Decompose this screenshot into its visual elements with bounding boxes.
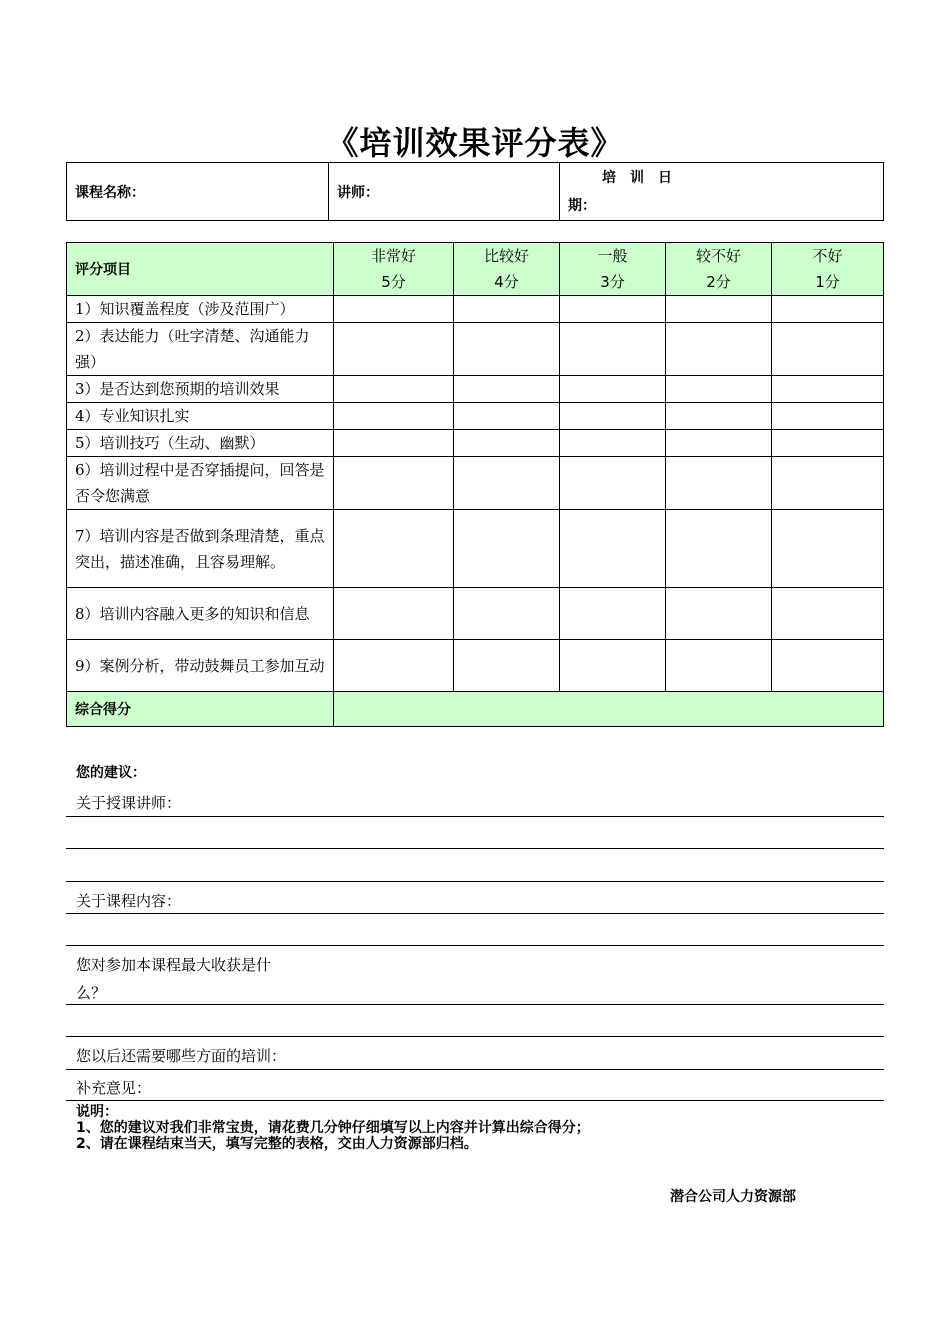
score-cell[interactable] [560,323,666,376]
score-cell[interactable] [560,430,666,457]
score-cell[interactable] [666,376,772,403]
item-label: 6）培训过程中是否穿插提问，回答是否令您满意 [67,457,334,510]
notes-line-1: 1、您的建议对我们非常宝贵，请花费几分钟仔细填写以上内容并计算出综合得分； [76,1120,590,1136]
score-cell[interactable] [666,640,772,692]
gain-feedback-line[interactable] [66,1036,884,1037]
total-row [67,692,884,727]
total-label: 综合得分 [67,692,334,727]
table-row [67,403,884,430]
score-cell[interactable] [454,640,560,692]
date-label-bottom: 期： [568,197,596,214]
score-cell[interactable] [666,588,772,640]
score-cell[interactable] [334,403,454,430]
score-cell[interactable] [334,430,454,457]
page-title: 《培训效果评分表》 [326,124,624,162]
score-cell[interactable] [560,457,666,510]
item-label: 2）表达能力（吐字清楚、沟通能力强） [67,323,334,376]
score-cell[interactable] [666,403,772,430]
content-feedback-label: 关于课程内容： [76,892,182,910]
date-cell[interactable] [560,163,884,221]
score-cell[interactable] [772,588,884,640]
course-name-label: 课程名称： [75,184,145,201]
score-cell[interactable] [560,640,666,692]
teacher-feedback-line[interactable] [66,816,884,817]
course-name-cell[interactable] [67,163,329,221]
score-cell[interactable] [560,376,666,403]
score-table [66,242,884,727]
header-item: 评分项目 [67,243,334,296]
table-row [67,457,884,510]
header-level-5: 不好 1分 [772,243,884,296]
item-label: 4）专业知识扎实 [67,403,334,430]
score-cell[interactable] [454,296,560,323]
table-row [67,323,884,376]
score-cell[interactable] [454,323,560,376]
header-level-3: 一般 3分 [560,243,666,296]
gain-label-2: 么？ [76,984,107,1002]
score-cell[interactable] [560,588,666,640]
table-row [67,376,884,403]
score-cell[interactable] [334,640,454,692]
teacher-label: 讲师： [337,184,379,201]
score-cell[interactable] [454,588,560,640]
score-cell[interactable] [560,510,666,588]
content-feedback-line[interactable] [66,913,884,914]
teacher-cell[interactable] [329,163,560,221]
total-score-cell[interactable] [334,692,884,727]
suggestions-title: 您的建议： [76,765,146,781]
extra-opinion-line[interactable] [66,1100,884,1101]
score-cell[interactable] [772,457,884,510]
header-level-4: 较不好 2分 [666,243,772,296]
score-cell[interactable] [334,376,454,403]
table-row [67,588,884,640]
score-cell[interactable] [334,457,454,510]
score-cell[interactable] [334,323,454,376]
score-cell[interactable] [560,296,666,323]
score-cell[interactable] [772,296,884,323]
item-label: 9）案例分析，带动鼓舞员工参加互动 [67,640,334,692]
score-cell[interactable] [454,457,560,510]
table-row [67,510,884,588]
future-training-label: 您以后还需要哪些方面的培训： [76,1047,287,1065]
score-cell[interactable] [454,376,560,403]
gain-feedback-line[interactable] [66,1004,884,1005]
notes-title: 说明： [76,1104,118,1120]
item-label: 1）知识覆盖程度（涉及范围广） [67,296,334,323]
score-cell[interactable] [772,376,884,403]
course-info-table [66,162,884,221]
teacher-feedback-line[interactable] [66,848,884,849]
extra-opinion-label: 补充意见： [76,1079,152,1097]
score-cell[interactable] [454,510,560,588]
header-level-1: 非常好 5分 [334,243,454,296]
score-cell[interactable] [772,430,884,457]
score-cell[interactable] [666,510,772,588]
score-cell[interactable] [666,323,772,376]
item-label: 5）培训技巧（生动、幽默） [67,430,334,457]
score-cell[interactable] [666,296,772,323]
score-cell[interactable] [666,457,772,510]
header-level-2: 比较好 4分 [454,243,560,296]
department-signature: 潜合公司人力资源部 [670,1189,796,1205]
teacher-feedback-line[interactable] [66,881,884,882]
table-row [67,430,884,457]
score-cell[interactable] [666,430,772,457]
item-label: 3）是否达到您预期的培训效果 [67,376,334,403]
score-cell[interactable] [454,403,560,430]
score-cell[interactable] [772,403,884,430]
table-row [67,296,884,323]
score-cell[interactable] [334,296,454,323]
score-cell[interactable] [772,323,884,376]
gain-label-1: 您对参加本课程最大收获是什 [76,956,272,974]
score-cell[interactable] [334,588,454,640]
score-cell[interactable] [560,403,666,430]
score-cell[interactable] [334,510,454,588]
item-label: 8）培训内容融入更多的知识和信息 [67,588,334,640]
content-feedback-line[interactable] [66,945,884,946]
teacher-feedback-label: 关于授课讲师： [76,794,182,812]
score-cell[interactable] [454,430,560,457]
future-training-line[interactable] [66,1069,884,1070]
notes-block [76,1104,590,1152]
score-cell[interactable] [772,510,884,588]
score-cell[interactable] [772,640,884,692]
date-label-top: 培 训 日 [602,169,672,186]
table-row [67,640,884,692]
notes-line-2: 2、请在课程结束当天，填写完整的表格，交由人力资源部归档。 [76,1136,478,1152]
item-label: 7）培训内容是否做到条理清楚，重点突出，描述准确，且容易理解。 [67,510,334,588]
